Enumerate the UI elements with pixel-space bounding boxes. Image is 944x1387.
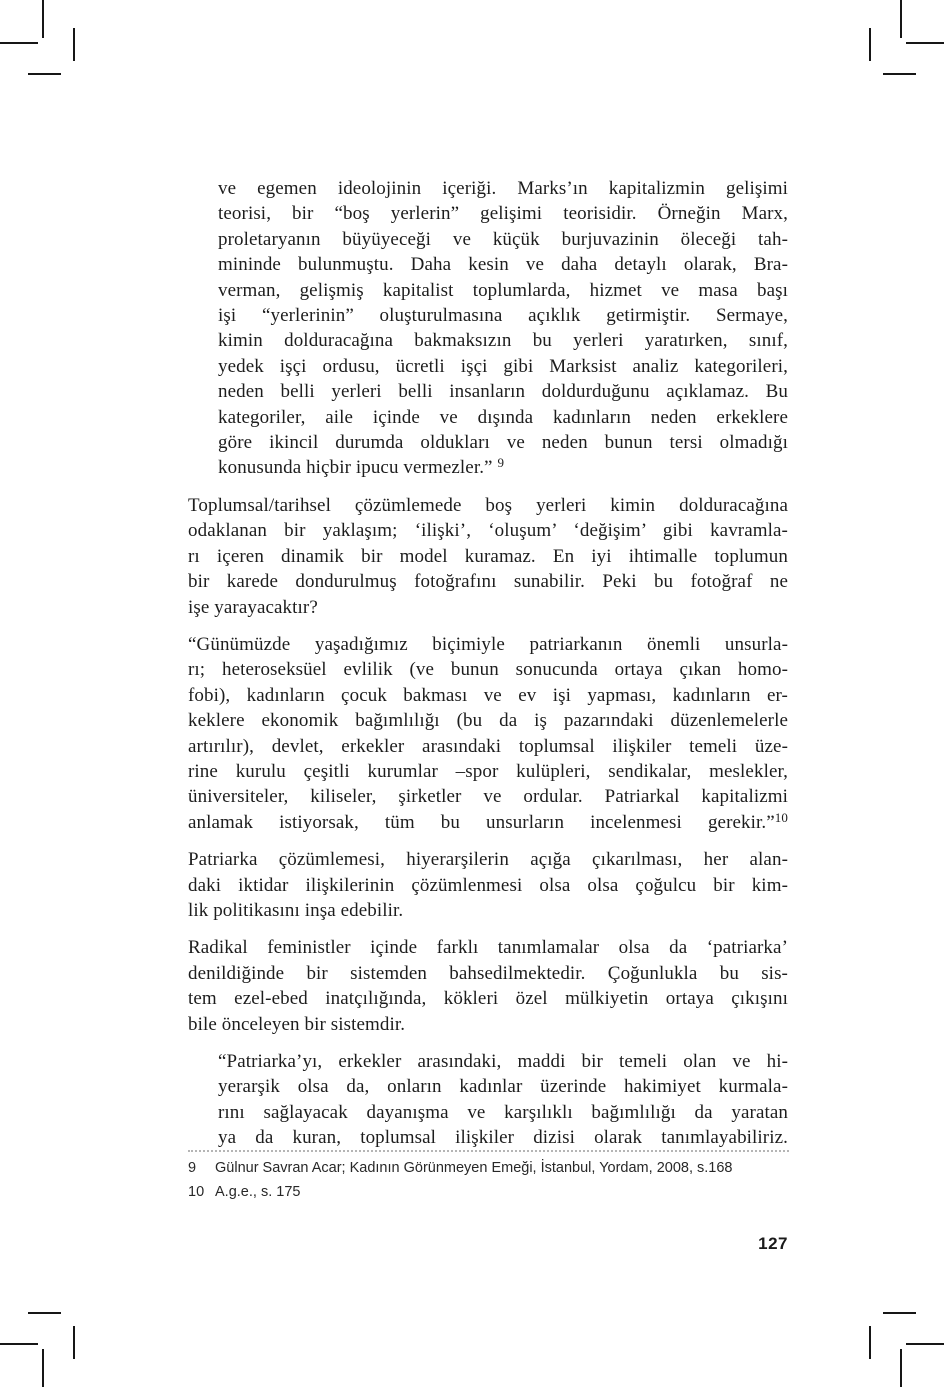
text-line: ya da kuran, toplumsal ilişkiler dizisi olarak tanımlayabiliriz. — [218, 1127, 788, 1149]
footnote-9 — [188, 1160, 798, 1176]
text-line: Radikal feministler içinde farklı tanımlamalar olsa da ‘patriarka’ — [188, 937, 788, 959]
text-line: bir karede dondurulmuş fotoğrafını sunabilir. Peki bu fotoğraf ne — [188, 571, 788, 593]
page-text — [188, 176, 788, 1163]
block-quote — [218, 1049, 788, 1151]
crop-mark-bottom-left-horizontal — [0, 1343, 38, 1345]
text-line: yerarşik olsa da, onların kadınlar üzerinde hakimiyet kurmala- — [218, 1076, 788, 1098]
text-line: “Patriarka’yı, erkekler arasındaki, maddi bir temeli olan ve hi- — [218, 1051, 788, 1072]
crop-mark-top-left-vertical — [42, 0, 44, 38]
text-line: işe yarayacaktır? — [188, 596, 318, 618]
text-line: odaklanan bir yaklaşım; ‘ilişki’, ‘oluşum’ ‘değişim’ gibi kavramla- — [188, 520, 788, 542]
crop-mark-bottom-left-inner-horizontal — [28, 1312, 61, 1314]
text-line: rı; heteroseksüel evlilik (ve bunun sonucunda ortaya çıkan homo- — [188, 659, 788, 681]
text-line: keklere ekonomik bağımlılığı (bu da iş pazarındaki düzenlemelerle — [188, 710, 788, 732]
text-line: kategoriler, aile içinde ve dışında kadınların neden erkeklere — [218, 406, 788, 428]
text-line: bile önceleyen bir sistemdir. — [188, 1013, 406, 1035]
text-line: artırılır), devlet, erkekler arasındaki toplumsal ilişkiler temeli üze- — [188, 735, 788, 757]
footnote-separator-rule — [188, 1150, 789, 1152]
crop-mark-top-right-horizontal — [906, 42, 944, 44]
crop-mark-top-left-inner-horizontal — [28, 73, 61, 75]
text-line: tem ezel-ebed inatçılığında, kökleri özel mülkiyetin ortaya çıkışını — [188, 988, 788, 1010]
paragraph — [188, 632, 788, 835]
text-line: rine kurulu çeşitli kurumlar –spor kulüpleri, sendikalar, meslekler, — [188, 760, 788, 782]
footnote-number: 10 — [188, 1184, 205, 1200]
paragraph — [188, 935, 788, 1037]
text-line: “Günümüzde yaşadığımız biçimiyle patriarkanın önemli unsurla- — [188, 633, 788, 655]
text-line: konusunda hiçbir ipucu vermezler.” $^9$ — [218, 455, 505, 479]
text-line: Toplumsal/tarihsel çözümlemede boş yerleri kimin dolduracağına — [188, 494, 788, 516]
paragraph — [188, 847, 788, 923]
text-line: teorisi, bir “boş yerlerin” gelişimi teorisidir. Örneğin Marx, — [218, 203, 788, 225]
crop-mark-top-right-vertical — [900, 0, 902, 38]
crop-mark-bottom-left-inner-vertical — [73, 1326, 75, 1359]
page-number: 127 — [758, 1234, 788, 1253]
footnote-reference: 10 — [774, 809, 788, 825]
paragraph — [188, 493, 788, 620]
text-line: ve egemen ideolojinin içeriği. Marks’ın kapitalizmin gelişimi — [218, 178, 788, 199]
text-line: Patriarka çözümlemesi, hiyerarşilerin açığa çıkarılması, her alan- — [188, 849, 788, 871]
text-line: yedek işçi ordusu, ücretli işçi gibi Marksist analiz kategorileri, — [218, 355, 788, 377]
text-line: rı içeren dinamik bir model kuramaz. En iyi ihtimalle toplumun — [188, 545, 788, 567]
text-line: işi “yerlerinin” oluşturulmasına açıklık getirmiştir. Sermaye, — [218, 305, 788, 327]
text-line: mininde bulunmuştu. Daha kesin ve daha detaylı olarak, Bra- — [218, 254, 788, 276]
text-line: lik politikasını inşa edebilir. — [188, 899, 404, 921]
footnote-reference: 9 — [497, 455, 505, 471]
crop-mark-top-right-inner-vertical — [869, 28, 871, 61]
text-line: denildiğinde bir sistemden bahsedilmektedir. Çoğunlukla bu sis- — [188, 962, 788, 984]
footnote-text: A.g.e., s. 175 — [215, 1184, 301, 1200]
text-line: üniversiteler, kiliseler, şirketler ve ordular. Patriarkal kapitalizmi — [188, 786, 788, 808]
crop-mark-bottom-right-inner-vertical — [869, 1326, 871, 1359]
footnote-number: 9 — [188, 1160, 197, 1176]
text-line: neden belli yerleri belli insanların doldurduğunu açıklamaz. Bu — [218, 381, 788, 403]
text-line: verman, gelişmiş kapitalist toplumlarda, hizmet ve masa başı — [218, 279, 788, 301]
crop-mark-bottom-right-inner-horizontal — [883, 1312, 916, 1314]
text-line: proletaryanın büyüyeceği ve küçük burjuvazinin öleceği tah- — [218, 228, 788, 250]
text-line: anlamak istiyorsak, tüm bu unsurların incelenmesi gerekir.”$^{10}$ — [188, 809, 788, 833]
text-line: fobi), kadınların çocuk bakması ve ev işi yapması, kadınların er- — [188, 684, 788, 706]
crop-mark-top-left-inner-vertical — [73, 28, 75, 61]
footnote-text: Gülnur Savran Acar; Kadının Görünmeyen Emeği, İstanbul, Yordam, 2008, s.168 — [215, 1160, 733, 1176]
footnotes — [188, 1160, 798, 1208]
block-quote — [218, 176, 788, 481]
text-line: göre ikincil durumda oldukları ve neden bunun tersi olmadığı — [218, 432, 788, 454]
text-line: daki iktidar ilişkilerinin çözümlenmesi olsa olsa çoğulcu bir kim- — [188, 874, 788, 896]
crop-mark-bottom-right-vertical — [900, 1349, 902, 1387]
crop-mark-bottom-right-horizontal — [906, 1343, 944, 1345]
crop-mark-top-left-horizontal — [0, 42, 38, 44]
text-line: rını sağlayacak dayanışma ve karşılıklı bağımlılığı da yaratan — [218, 1101, 788, 1123]
text-line: kimin dolduracağına bakmaksızın bu yerleri yaratırken, sınıf, — [218, 330, 788, 352]
crop-mark-top-right-inner-horizontal — [883, 73, 916, 75]
footnote-10 — [188, 1184, 798, 1200]
crop-mark-bottom-left-vertical — [42, 1349, 44, 1387]
